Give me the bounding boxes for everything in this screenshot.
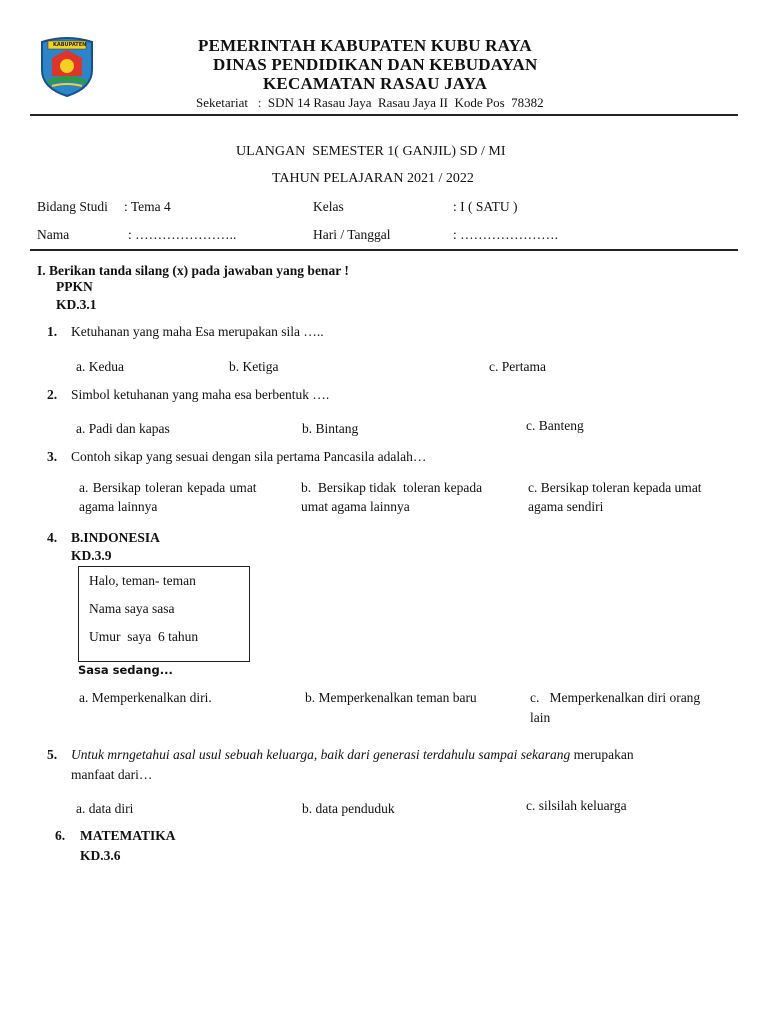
option-a[interactable]: a. Padi dan kapas bbox=[76, 421, 170, 436]
bidang-studi-value: : Tema 4 bbox=[124, 199, 171, 214]
option-c-line-1[interactable]: c. Bersikap toleran kepada umat bbox=[528, 480, 702, 495]
option-b-line-2[interactable]: umat agama lainnya bbox=[301, 499, 410, 514]
bidang-studi-label: Bidang Studi bbox=[37, 199, 108, 214]
reading-line-2: Nama saya sasa bbox=[89, 601, 175, 616]
header-line-1: PEMERINTAH KABUPATEN KUBU RAYA bbox=[198, 36, 532, 55]
question-text: Contoh sikap yang sesuai dengan sila pertama Pancasila adalah… bbox=[71, 449, 427, 464]
question-number: 4. bbox=[47, 530, 58, 545]
kd-3-9: KD.3.9 bbox=[71, 548, 112, 563]
option-b[interactable]: b. Memperkenalkan teman baru bbox=[305, 690, 477, 705]
option-c[interactable]: c. Pertama bbox=[489, 359, 546, 374]
question-text: Simbol ketuhanan yang maha esa berbentuk …. bbox=[71, 387, 330, 402]
option-a-line-2[interactable]: agama lainnya bbox=[79, 499, 158, 514]
subject-matematika: MATEMATIKA bbox=[80, 828, 176, 843]
option-c[interactable]: c. silsilah keluarga bbox=[526, 798, 627, 813]
question-number: 2. bbox=[47, 387, 58, 402]
exam-title: ULANGAN SEMESTER 1( GANJIL) SD / MI bbox=[236, 144, 506, 159]
question-text-italic: Untuk mrngetahui asal usul sebuah keluarga, baik dari generasi terdahulu sampai sekarang bbox=[71, 747, 571, 762]
option-a-line-1[interactable]: a. Bersikap toleran kepada umat bbox=[79, 480, 257, 495]
kd-3-6: KD.3.6 bbox=[80, 848, 121, 863]
header-address: Seketariat : SDN 14 Rasau Jaya Rasau Jaya II Kode Pos 78382 bbox=[196, 95, 544, 110]
option-b-line-1[interactable]: b. Bersikap tidak toleran kepada bbox=[301, 480, 483, 495]
header-divider bbox=[30, 114, 738, 116]
option-c-line-2[interactable]: lain bbox=[530, 710, 551, 725]
question-text: Ketuhanan yang maha Esa merupakan sila ….. bbox=[71, 324, 324, 339]
question-text bbox=[71, 747, 634, 763]
subject-bindonesia: B.INDONESIA bbox=[71, 530, 160, 545]
reading-line-1: Halo, teman- teman bbox=[89, 573, 196, 588]
kd-3-1: KD.3.1 bbox=[56, 297, 97, 312]
option-b[interactable]: b. Ketiga bbox=[229, 359, 279, 374]
nama-value[interactable]: : ………………….. bbox=[128, 227, 237, 242]
instruction: I. Berikan tanda silang (x) pada jawaban yang benar ! bbox=[37, 263, 349, 278]
option-c-line-2[interactable]: agama sendiri bbox=[528, 499, 604, 514]
header-line-2: DINAS PENDIDIKAN DAN KEBUDAYAN bbox=[213, 55, 538, 74]
regency-logo bbox=[38, 36, 96, 98]
exam-year: TAHUN PELAJARAN 2021 / 2022 bbox=[272, 171, 474, 186]
hari-tanggal-value[interactable]: : …………………. bbox=[453, 227, 559, 242]
kelas-value: : I ( SATU ) bbox=[453, 199, 518, 214]
question-text: Sasa sedang... bbox=[78, 663, 173, 677]
question-number: 6. bbox=[55, 828, 66, 843]
question-text-rest: merupakan bbox=[570, 747, 634, 762]
question-number: 1. bbox=[47, 324, 58, 339]
option-c-line-1[interactable]: c. Memperkenalkan diri orang bbox=[530, 690, 701, 705]
option-c[interactable]: c. Banteng bbox=[526, 418, 584, 433]
subject-ppkn: PPKN bbox=[56, 279, 93, 294]
hari-tanggal-label: Hari / Tanggal bbox=[313, 227, 391, 242]
option-b[interactable]: b. data penduduk bbox=[302, 801, 395, 816]
question-text-line-2: manfaat dari… bbox=[71, 767, 153, 782]
option-a[interactable]: a. data diri bbox=[76, 801, 134, 816]
info-divider bbox=[30, 249, 738, 251]
header-line-3: KECAMATAN RASAU JAYA bbox=[263, 74, 488, 93]
option-a[interactable]: a. Kedua bbox=[76, 359, 124, 374]
option-b[interactable]: b. Bintang bbox=[302, 421, 359, 436]
question-number: 3. bbox=[47, 449, 58, 464]
kelas-label: Kelas bbox=[313, 199, 344, 214]
question-number: 5. bbox=[47, 747, 58, 762]
nama-label: Nama bbox=[37, 227, 70, 242]
logo-text: KABUPATEN bbox=[53, 42, 87, 48]
reading-line-3: Umur saya 6 tahun bbox=[89, 629, 199, 644]
option-a[interactable]: a. Memperkenalkan diri. bbox=[79, 690, 212, 705]
